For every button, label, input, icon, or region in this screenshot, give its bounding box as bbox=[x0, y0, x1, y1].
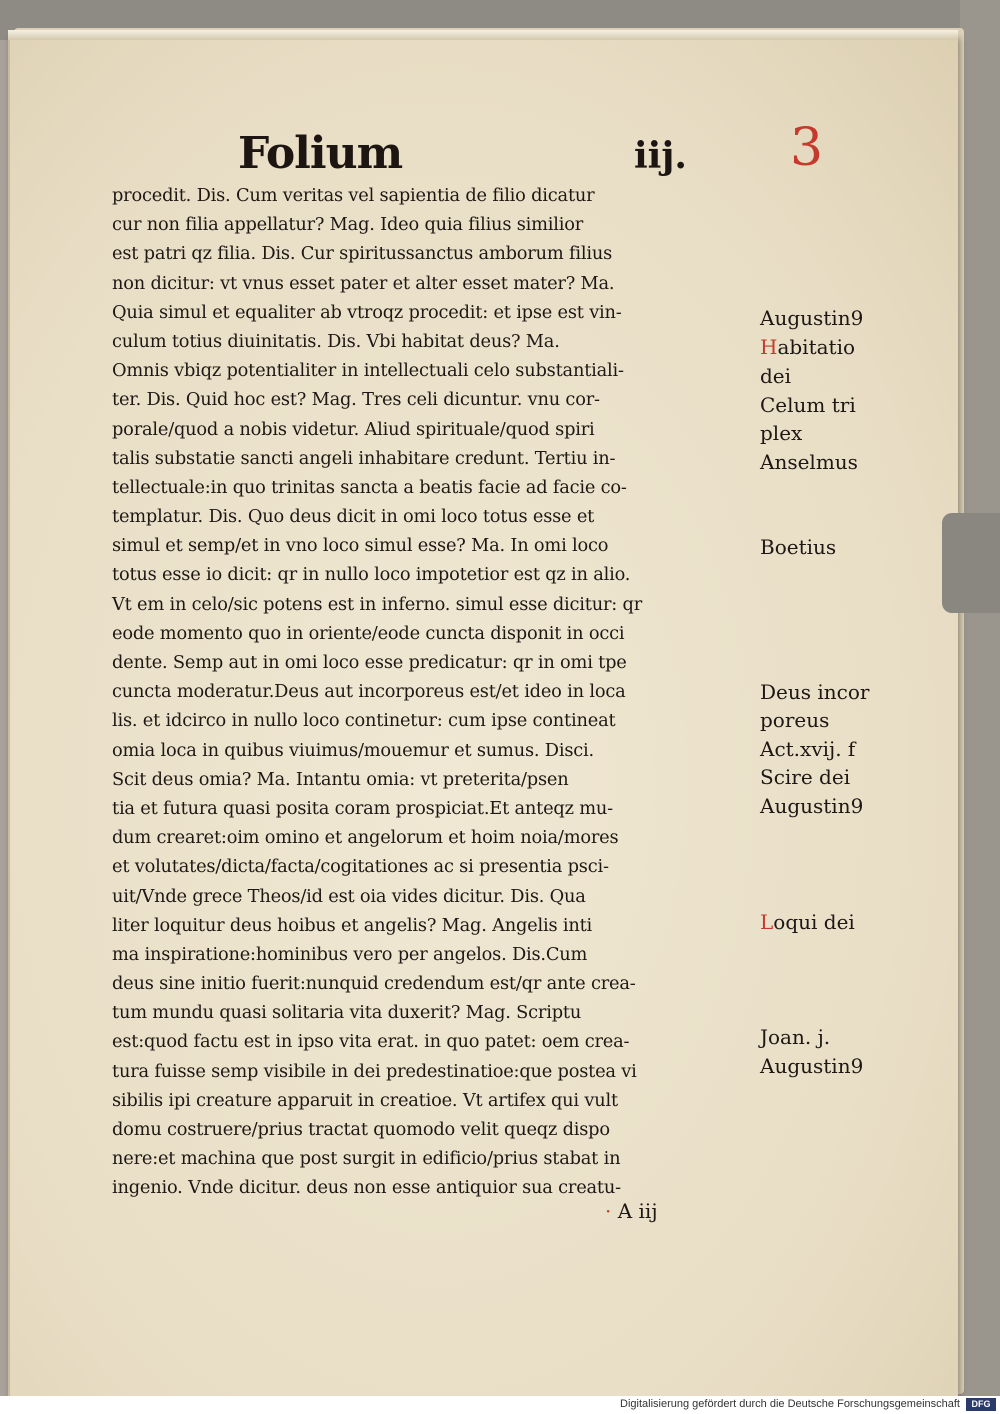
rubric-initial: L bbox=[760, 910, 774, 934]
leaf-number: 3 bbox=[790, 118, 824, 178]
margin-note: Deus incor bbox=[760, 680, 870, 704]
page-edge bbox=[8, 30, 958, 40]
text-line: et volutates/dicta/facta/cogitationes ac si presentia psci- bbox=[112, 856, 609, 878]
text-line: porale/quod a nobis videtur. Aliud spirituale/quod spiri bbox=[112, 418, 595, 440]
note-rest: oqui dei bbox=[773, 910, 855, 934]
margin-note: Celum tri bbox=[760, 393, 856, 417]
text-line: Omnis vbiqz potentialiter in intellectuali celo substantiali- bbox=[112, 360, 624, 382]
text-line: uit/Vnde grece Theos/id est oia vides dicitur. Dis. Qua bbox=[112, 885, 586, 907]
text-line: tia et futura quasi posita coram prospiciat.Et anteqz mu- bbox=[112, 797, 613, 819]
text-line: culum totius diuinitatis. Dis. Vbi habitat deus? Ma. bbox=[112, 330, 560, 352]
text-line: eode momento quo in oriente/eode cuncta disponit in occi bbox=[112, 622, 625, 644]
text-line: ingenio. Vnde dicitur. deus non esse antiquior sua creatu- bbox=[112, 1177, 621, 1199]
binding-clip bbox=[942, 513, 1000, 613]
text-line: tellectuale:in quo trinitas sancta a beatis facie ad facie co- bbox=[112, 476, 627, 498]
text-line: templatur. Dis. Quo deus dicit in omi loco totus esse et bbox=[112, 506, 595, 528]
text-line: simul et semp/et in vno loco simul esse? Ma. In omi loco bbox=[112, 535, 609, 557]
signature-dot-icon: · bbox=[605, 1199, 612, 1223]
page-running-title: Folium bbox=[238, 128, 403, 179]
signature-text: A iij bbox=[617, 1199, 658, 1223]
text-line: domu costruere/prius tractat quomodo velit queqz dispo bbox=[112, 1119, 610, 1140]
text-line: omia loca in quibus viuimus/mouemur et sumus. Disci. bbox=[112, 739, 594, 761]
background-desk-edge bbox=[960, 0, 1000, 1414]
text-line: Scit deus omia? Ma. Intantu omia: vt preterita/psen bbox=[112, 768, 569, 790]
text-line: procedit. Dis. Cum veritas vel sapientia de filio dicatur bbox=[112, 185, 595, 206]
margin-note: plex bbox=[760, 421, 803, 445]
text-line: ter. Dis. Quid hoc est? Mag. Tres celi dicuntur. vnu cor- bbox=[112, 389, 600, 411]
text-line: dente. Semp aut in omi loco esse predicatur: qr in omi tpe bbox=[112, 652, 627, 673]
margin-note: Boetius bbox=[760, 535, 837, 559]
margin-note: dei bbox=[760, 364, 792, 388]
text-line: tura fuisse semp visibile in dei predestinatioe:que postea vi bbox=[112, 1060, 637, 1082]
margin-note bbox=[760, 910, 855, 934]
margin-note: Augustin9 bbox=[760, 306, 864, 330]
text-line: talis substatie sancti angeli inhabitare credunt. Tertiu in- bbox=[112, 447, 616, 469]
note-rest: abitatio bbox=[777, 335, 856, 359]
folio-number: iij. bbox=[634, 135, 687, 177]
margin-note: Joan. j. bbox=[760, 1025, 831, 1049]
text-line: nere:et machina que post surgit in edificio/prius stabat in bbox=[112, 1148, 621, 1170]
text-line: est:quod factu est in ipso vita erat. in quo patet: oem crea- bbox=[112, 1031, 630, 1053]
margin-note: Act.xvij. f bbox=[760, 737, 856, 761]
margin-note: poreus bbox=[760, 708, 830, 732]
text-line: liter loquitur deus hoibus et angelis? Mag. Angelis inti bbox=[112, 914, 593, 936]
text-line: Quia simul et equaliter ab vtroqz procedit: et ipse est vin- bbox=[112, 301, 622, 323]
footer-credit: Digitalisierung gefördert durch die Deutsche Forschungsgemeinschaft bbox=[620, 1398, 960, 1410]
text-line: cuncta moderatur.Deus aut incorporeus est/et ideo in loca bbox=[112, 681, 626, 703]
text-line: dum crearet:oim omino et angelorum et hoim noia/mores bbox=[112, 827, 619, 849]
text-line: totus esse io dicit: qr in nullo loco impotetior est qz in alio. bbox=[112, 564, 631, 586]
text-line: lis. et idcirco in nullo loco continetur: cum ipse contineat bbox=[112, 710, 616, 732]
rubric-initial: H bbox=[760, 335, 778, 359]
text-line: sibilis ipi creature apparuit in creatioe. Vt artifex qui vult bbox=[112, 1089, 618, 1111]
text-line: Vt em in celo/sic potens est in inferno. simul esse dicitur: qr bbox=[112, 593, 643, 615]
margin-note: Anselmus bbox=[760, 450, 858, 474]
text-line: est patri qz filia. Dis. Cur spiritussanctus amborum filius bbox=[112, 243, 612, 265]
text-line: non dicitur: vt vnus esset pater et alter esset mater? Ma. bbox=[112, 272, 615, 294]
text-line: cur non filia appellatur? Mag. Ideo quia filius similior bbox=[112, 214, 584, 236]
margin-note bbox=[760, 335, 855, 359]
margin-note: Augustin9 bbox=[760, 1054, 864, 1078]
margin-note: Scire dei bbox=[760, 765, 851, 789]
signature-mark bbox=[605, 1199, 658, 1223]
text-line: tum mundu quasi solitaria vita duxerit? Mag. Scriptu bbox=[112, 1002, 582, 1024]
text-line: deus sine initio fuerit:nunquid credendum est/qr ante crea- bbox=[112, 973, 636, 995]
main-text-column bbox=[112, 181, 752, 1203]
text-line: ma inspiratione:hominibus vero per angelos. Dis.Cum bbox=[112, 943, 588, 965]
dfg-logo-icon: DFG bbox=[966, 1398, 996, 1411]
margin-note: Augustin9 bbox=[760, 794, 864, 818]
